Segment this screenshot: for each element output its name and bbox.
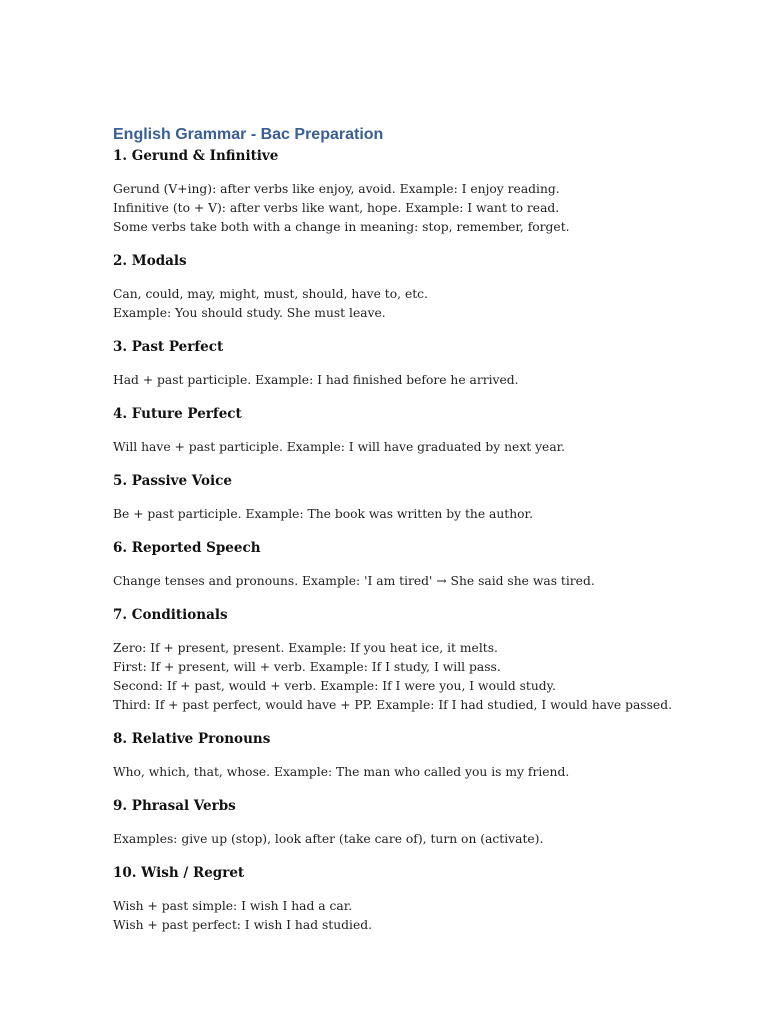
body-line: Examples: give up (stop), look after (take care of), turn on (activate). [113,832,544,846]
body-line: Some verbs take both with a change in meaning: stop, remember, forget. [113,220,570,234]
section-heading: 1. Gerund & Infinitive [113,148,279,164]
section-body [113,505,733,524]
body-line: Be + past participle. Example: The book was written by the author. [113,507,533,521]
section-body [113,371,733,390]
section-heading: 6. Reported Speech [113,540,261,556]
body-line: Zero: If + present, present. Example: If you heat ice, it melts. [113,641,498,655]
section-heading: 7. Conditionals [113,607,228,623]
body-line: Wish + past simple: I wish I had a car. [113,899,353,913]
body-line: Change tenses and pronouns. Example: 'I am tired' → She said she was tired. [113,574,595,588]
section-5 [113,471,733,524]
body-line: Who, which, that, whose. Example: The man who called you is my friend. [113,765,570,779]
section-2 [113,251,733,323]
body-line: Can, could, may, might, must, should, have to, etc. [113,287,428,301]
section-heading: 2. Modals [113,253,187,269]
section-heading: 5. Passive Voice [113,473,232,489]
body-line: First: If + present, will + verb. Example: If I study, I will pass. [113,660,501,674]
section-3 [113,337,733,390]
section-body [113,830,733,849]
section-6 [113,538,733,591]
body-line: Gerund (V+ing): after verbs like enjoy, avoid. Example: I enjoy reading. [113,182,560,196]
body-line: Infinitive (to + V): after verbs like want, hope. Example: I want to read. [113,201,560,215]
sections-container [113,146,733,935]
section-body [113,285,733,323]
section-body [113,438,733,457]
body-line: Example: You should study. She must leave. [113,306,386,320]
section-body [113,763,733,782]
section-heading: 9. Phrasal Verbs [113,798,236,814]
body-line: Second: If + past, would + verb. Example: If I were you, I would study. [113,679,556,693]
document-page [113,124,733,935]
section-heading: 3. Past Perfect [113,339,224,355]
section-1 [113,146,733,237]
section-body [113,572,733,591]
section-4 [113,404,733,457]
section-10 [113,863,733,935]
section-7 [113,605,733,715]
section-body [113,897,733,935]
section-heading: 10. Wish / Regret [113,865,245,881]
body-line: Had + past participle. Example: I had finished before he arrived. [113,373,519,387]
body-line: Third: If + past perfect, would have + PP. Example: If I had studied, I would have passed. [113,698,672,712]
body-line: Wish + past perfect: I wish I had studied. [113,918,373,932]
section-body [113,180,733,237]
document-title: English Grammar - Bac Preparation [113,126,384,143]
section-heading: 4. Future Perfect [113,406,242,422]
body-line: Will have + past participle. Example: I will have graduated by next year. [113,440,566,454]
section-9 [113,796,733,849]
section-8 [113,729,733,782]
section-heading: 8. Relative Pronouns [113,731,271,747]
section-body [113,639,733,715]
